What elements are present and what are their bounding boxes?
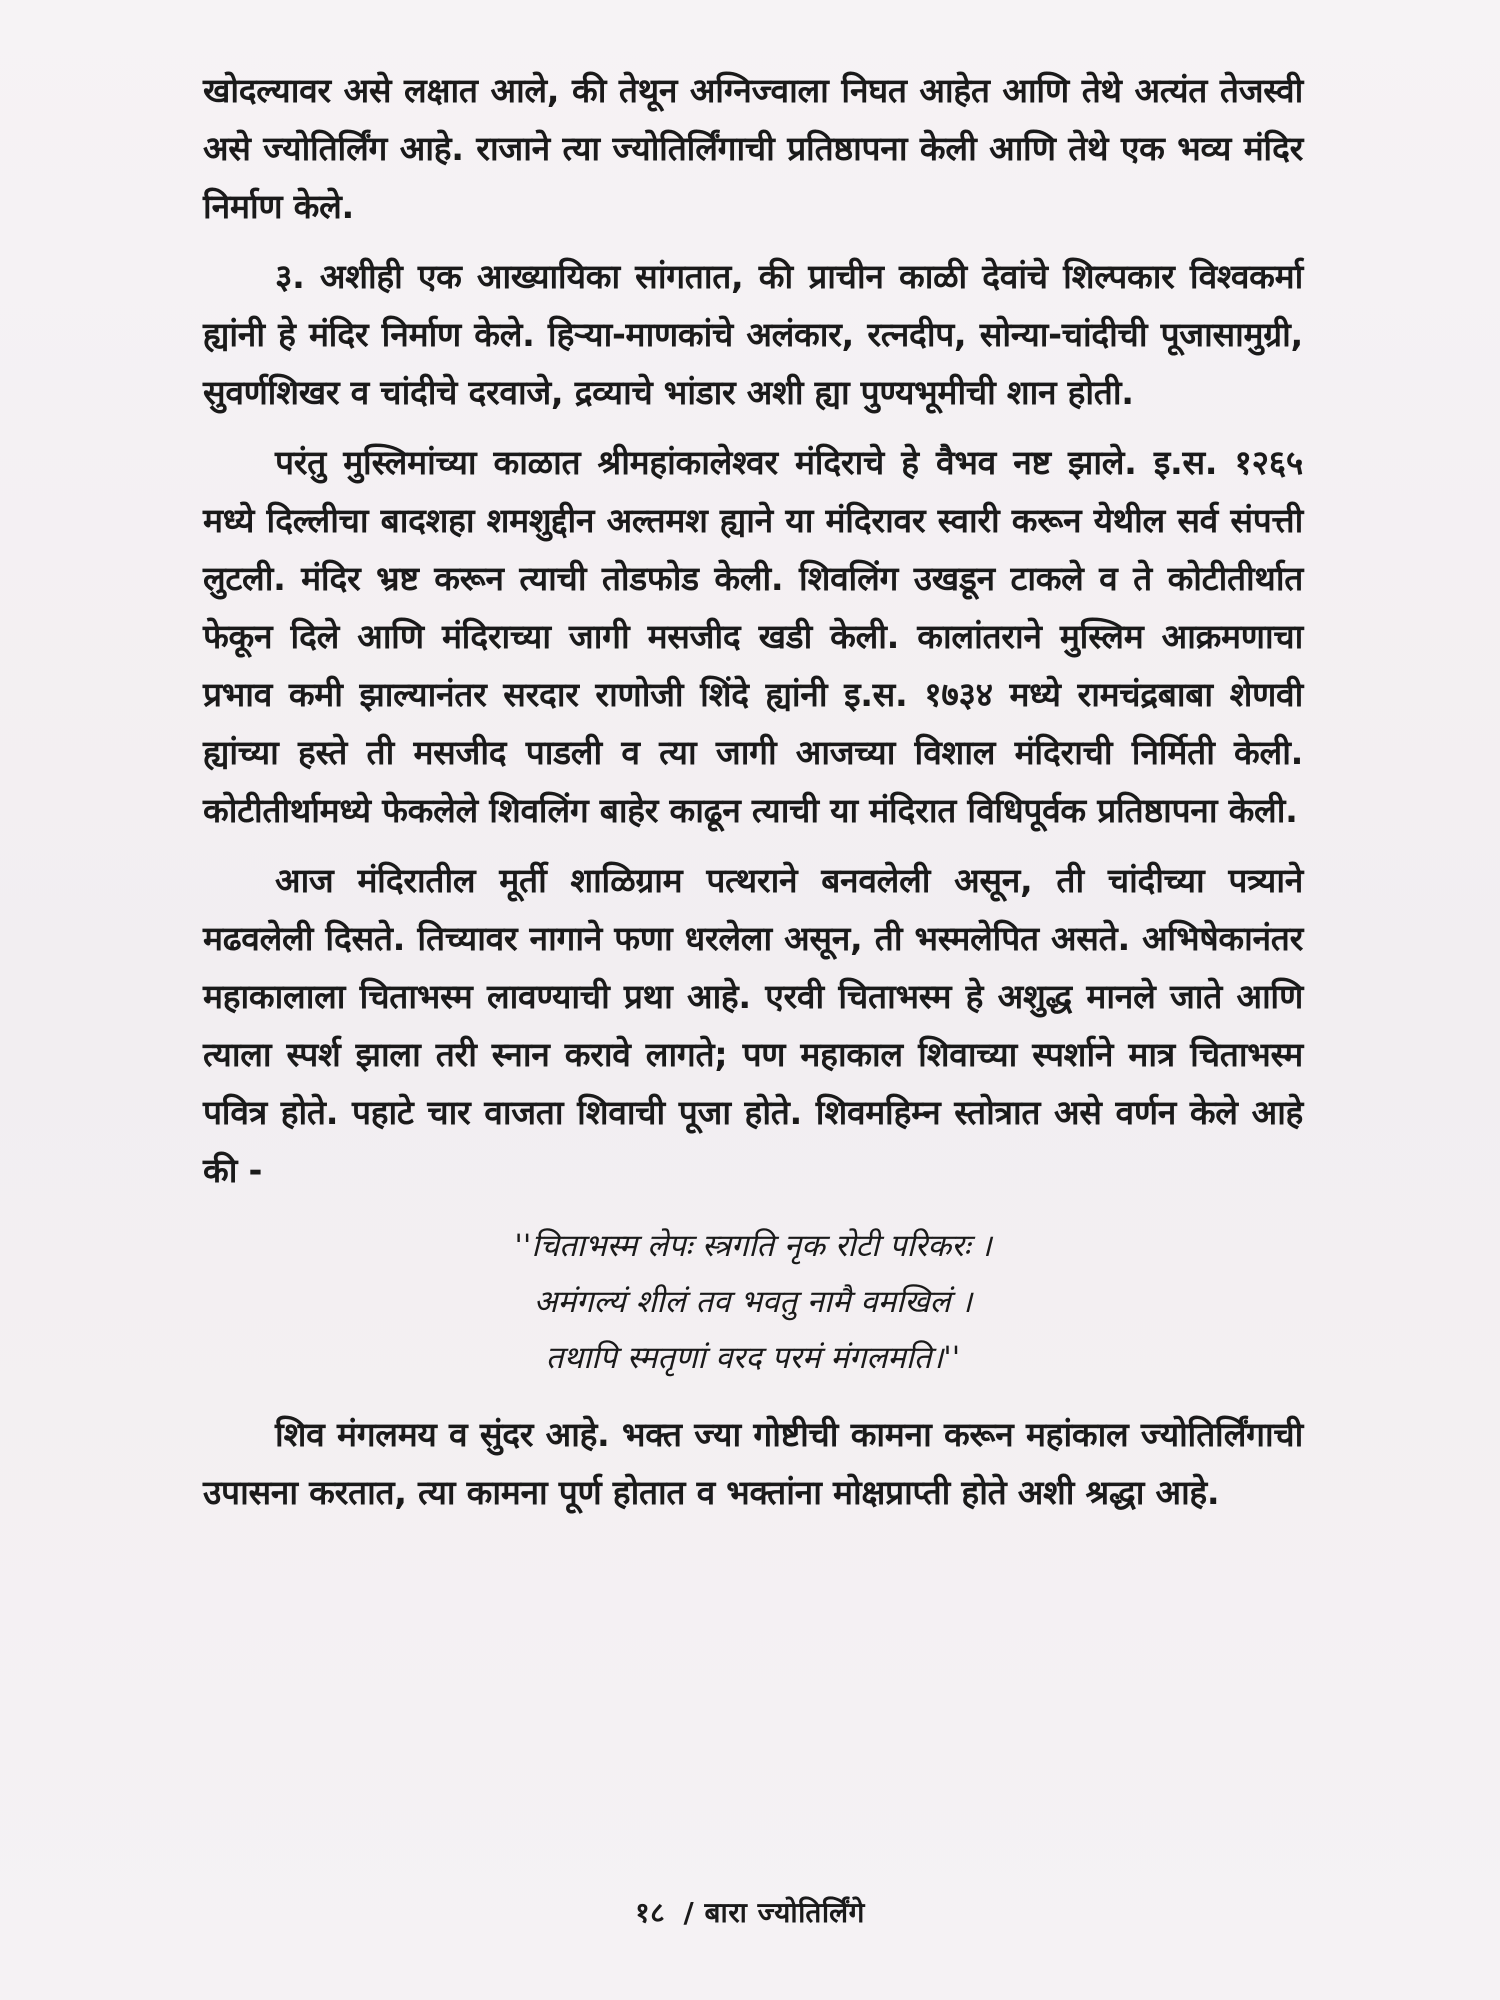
footer-separator: / bbox=[683, 1896, 695, 1929]
paragraph-continuation: खोदल्यावर असे लक्षात आले, की तेथून अग्निज्वाला निघत आहेत आणि तेथे अत्यंत तेजस्वी असे ज्योतिर्लिंग आहे. राजाने त्या ज्योतिर्लिंगाची प्रतिष्ठापना केली आणि तेथे एक भव्य मंदिर निर्माण केले. bbox=[203, 71, 1303, 226]
book-title: बारा ज्योतिर्लिंगे bbox=[704, 1896, 865, 1929]
page-body bbox=[203, 62, 1303, 1534]
paragraph-legend-3: ३. अशीही एक आख्यायिका सांगतात, की प्राचीन काळी देवांचे शिल्पकार विश्वकर्मा ह्यांनी हे मंदिर निर्माण केले. हिऱ्या-माणकांचे अलंकार, रत्नदीप, सोन्या-चांदीची पूजासामुग्री, सुवर्णशिखर व चांदीचे दरवाजे, द्रव्याचे भांडार अशी ह्या पुण्यभूमीची शान होती. bbox=[203, 257, 1303, 412]
verse-line: तथापि स्मतृणां वरद परमं मंगलमति।'' bbox=[545, 1340, 961, 1376]
page-number: १८ bbox=[635, 1896, 666, 1929]
verse-line: ''चिताभस्म लेपः स्त्रगति नृक रोटी परिकरः । bbox=[514, 1228, 992, 1264]
page-footer bbox=[0, 1893, 1500, 1931]
paragraph-history: परंतु मुस्लिमांच्या काळात श्रीमहांकालेश्वर मंदिराचे हे वैभव नष्ट झाले. इ.स. १२६५ मध्ये दिल्लीचा बादशहा शमशुद्दीन अल्तमश ह्याने या मंदिरावर स्वारी करून येथील सर्व संपत्ती लुटली. मंदिर भ्रष्ट करून त्याची तोडफोड केली. शिवलिंग उखडून टाकले व ते कोटीतीर्थात फेकून दिले आणि मंदिराच्या जागी मसजीद खडी केली. कालांतराने मुस्लिम आक्रमणाचा प्रभाव कमी झाल्यानंतर सरदार राणोजी शिंदे ह्यांनी इ.स. १७३४ मध्ये रामचंद्रबाबा शेणवी ह्यांच्या हस्ते ती मसजीद पाडली व त्या जागी आजच्या विशाल मंदिराची निर्मिती केली. कोटीतीर्थामध्ये फेकलेले शिवलिंग बाहेर काढून त्याची या मंदिरात विधिपूर्वक प्रतिष्ठापना केली. bbox=[203, 443, 1303, 830]
paragraph-closing: शिव मंगलमय व सुंदर आहे. भक्त ज्या गोष्टीची कामना करून महांकाल ज्योतिर्लिंगाची उपासना करतात, त्या कामना पूर्ण होतात व भक्तांना मोक्षप्राप्ती होते अशी श्रद्धा आहे. bbox=[203, 1415, 1303, 1512]
shloka-verse bbox=[203, 1218, 1303, 1386]
verse-line: अमंगल्यं शीलं तव भवतु नामै वमखिलं । bbox=[533, 1284, 973, 1320]
paragraph-idol: आज मंदिरातील मूर्ती शाळिग्राम पत्थराने बनवलेली असून, ती चांदीच्या पत्र्याने मढवलेली दिसते. तिच्यावर नागाने फणा धरलेला असून, ती भस्मलेपित असते. अभिषेकानंतर महाकालाला चिताभस्म लावण्याची प्रथा आहे. एरवी चिताभस्म हे अशुद्ध मानले जाते आणि त्याला स्पर्श झाला तरी स्नान करावे लागते; पण महाकाल शिवाच्या स्पर्शाने मात्र चिताभस्म पवित्र होते. पहाटे चार वाजता शिवाची पूजा होते. शिवमहिम्न स्तोत्रात असे वर्णन केले आहे की - bbox=[203, 861, 1303, 1190]
